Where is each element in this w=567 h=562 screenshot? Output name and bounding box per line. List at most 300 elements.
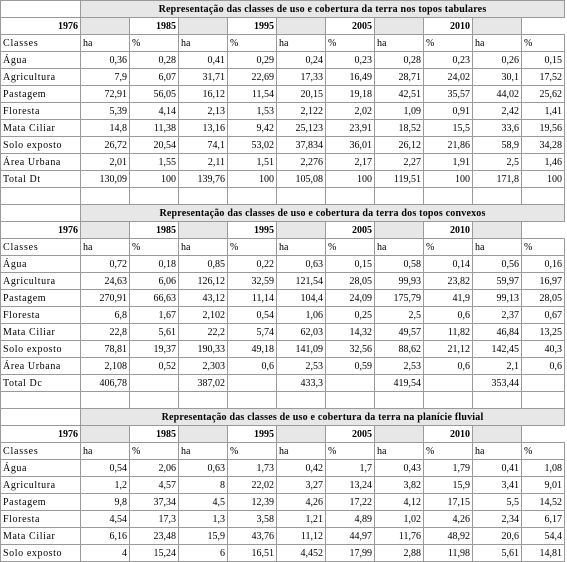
value-cell[interactable]: 0,23 [326, 52, 375, 69]
value-cell[interactable]: 0,91 [424, 103, 473, 120]
total-cell[interactable] [130, 375, 179, 392]
blank-cell[interactable] [277, 392, 326, 409]
value-cell[interactable]: 5,39 [81, 103, 130, 120]
class-label[interactable]: Floresta [1, 307, 81, 324]
ha-header[interactable]: ha [81, 239, 130, 256]
value-cell[interactable]: 2,5 [375, 307, 424, 324]
year-label[interactable]: 2010 [424, 222, 473, 239]
blank-cell[interactable] [130, 392, 179, 409]
value-cell[interactable]: 37,34 [130, 494, 179, 511]
value-cell[interactable]: 24,63 [81, 273, 130, 290]
blank-cell[interactable] [81, 426, 130, 443]
percent-header[interactable]: % [326, 35, 375, 52]
value-cell[interactable]: 0,67 [522, 307, 565, 324]
value-cell[interactable]: 0,6 [424, 307, 473, 324]
value-cell[interactable]: 24,02 [424, 69, 473, 86]
value-cell[interactable]: 6 [179, 545, 228, 562]
value-cell[interactable]: 2,27 [375, 154, 424, 171]
total-cell[interactable]: 419,54 [375, 375, 424, 392]
value-cell[interactable]: 19,18 [326, 86, 375, 103]
value-cell[interactable]: 7,9 [81, 69, 130, 86]
value-cell[interactable]: 26,12 [375, 137, 424, 154]
class-label[interactable]: Agricultura [1, 69, 81, 86]
blank-cell[interactable] [375, 392, 424, 409]
blank-cell[interactable] [473, 222, 522, 239]
value-cell[interactable]: 11,14 [228, 290, 277, 307]
percent-header[interactable]: % [228, 443, 277, 460]
blank-cell[interactable] [326, 188, 375, 205]
value-cell[interactable]: 1,91 [424, 154, 473, 171]
blank-cell[interactable] [375, 188, 424, 205]
ha-header[interactable]: ha [375, 443, 424, 460]
value-cell[interactable]: 0,22 [228, 256, 277, 273]
value-cell[interactable]: 4 [81, 545, 130, 562]
year-label[interactable]: 1976 [1, 18, 81, 35]
value-cell[interactable]: 99,93 [375, 273, 424, 290]
year-label[interactable]: 1976 [1, 426, 81, 443]
ha-header[interactable]: ha [179, 35, 228, 52]
percent-header[interactable]: % [522, 443, 565, 460]
blank-cell[interactable] [375, 426, 424, 443]
year-label[interactable]: 2005 [326, 426, 375, 443]
value-cell[interactable]: 11,82 [424, 324, 473, 341]
value-cell[interactable]: 17,3 [130, 511, 179, 528]
value-cell[interactable]: 4,12 [375, 494, 424, 511]
value-cell[interactable]: 4,26 [424, 511, 473, 528]
value-cell[interactable]: 3,58 [228, 511, 277, 528]
value-cell[interactable]: 2,34 [473, 511, 522, 528]
blank-cell[interactable] [1, 205, 81, 222]
blank-cell[interactable] [277, 188, 326, 205]
value-cell[interactable]: 44,97 [326, 528, 375, 545]
value-cell[interactable]: 11,38 [130, 120, 179, 137]
ha-header[interactable]: ha [473, 443, 522, 460]
value-cell[interactable]: 2,37 [473, 307, 522, 324]
value-cell[interactable]: 16,12 [179, 86, 228, 103]
value-cell[interactable]: 72,91 [81, 86, 130, 103]
blank-cell[interactable] [277, 222, 326, 239]
value-cell[interactable]: 25,123 [277, 120, 326, 137]
value-cell[interactable]: 14,52 [522, 494, 565, 511]
value-cell[interactable]: 0,63 [277, 256, 326, 273]
value-cell[interactable]: 0,6 [424, 358, 473, 375]
value-cell[interactable]: 0,54 [228, 307, 277, 324]
year-label[interactable]: 2005 [326, 222, 375, 239]
value-cell[interactable]: 1,46 [522, 154, 565, 171]
blank-cell[interactable] [130, 188, 179, 205]
value-cell[interactable]: 23,48 [130, 528, 179, 545]
year-label[interactable]: 2005 [326, 18, 375, 35]
value-cell[interactable]: 20,6 [473, 528, 522, 545]
value-cell[interactable]: 9,8 [81, 494, 130, 511]
value-cell[interactable]: 13,25 [522, 324, 565, 341]
value-cell[interactable]: 0,36 [81, 52, 130, 69]
blank-cell[interactable] [228, 188, 277, 205]
class-label[interactable]: Área Urbana [1, 154, 81, 171]
value-cell[interactable]: 14,8 [81, 120, 130, 137]
section-title[interactable]: Representação das classes de uso e cobertura da terra dos topos convexos [81, 205, 565, 222]
blank-cell[interactable] [473, 18, 522, 35]
ha-header[interactable]: ha [81, 443, 130, 460]
total-cell[interactable] [424, 375, 473, 392]
blank-cell[interactable] [81, 392, 130, 409]
value-cell[interactable]: 22,2 [179, 324, 228, 341]
value-cell[interactable]: 5,5 [473, 494, 522, 511]
total-cell[interactable]: 119,51 [375, 171, 424, 188]
value-cell[interactable]: 8 [179, 477, 228, 494]
blank-cell[interactable] [179, 188, 228, 205]
blank-cell[interactable] [1, 1, 81, 18]
value-cell[interactable]: 142,45 [473, 341, 522, 358]
value-cell[interactable]: 6,17 [522, 511, 565, 528]
value-cell[interactable]: 3,41 [473, 477, 522, 494]
ha-header[interactable]: ha [277, 443, 326, 460]
blank-cell[interactable] [473, 188, 522, 205]
blank-cell[interactable] [277, 18, 326, 35]
value-cell[interactable]: 0,16 [522, 256, 565, 273]
value-cell[interactable]: 4,452 [277, 545, 326, 562]
value-cell[interactable]: 1,7 [326, 460, 375, 477]
class-label[interactable]: Agricultura [1, 477, 81, 494]
value-cell[interactable]: 1,73 [228, 460, 277, 477]
value-cell[interactable]: 0,23 [424, 52, 473, 69]
value-cell[interactable]: 0,54 [81, 460, 130, 477]
value-cell[interactable]: 0,29 [228, 52, 277, 69]
year-label[interactable]: 1995 [228, 18, 277, 35]
value-cell[interactable]: 121,54 [277, 273, 326, 290]
value-cell[interactable]: 6,16 [81, 528, 130, 545]
class-label[interactable]: Área Urbana [1, 358, 81, 375]
value-cell[interactable]: 28,05 [326, 273, 375, 290]
class-label[interactable]: Mata Ciliar [1, 120, 81, 137]
class-label[interactable]: Mata Ciliar [1, 528, 81, 545]
blank-cell[interactable] [473, 392, 522, 409]
value-cell[interactable]: 5,61 [130, 324, 179, 341]
blank-cell[interactable] [424, 188, 473, 205]
value-cell[interactable]: 0,25 [326, 307, 375, 324]
value-cell[interactable]: 14,81 [522, 545, 565, 562]
value-cell[interactable]: 41,9 [424, 290, 473, 307]
value-cell[interactable]: 17,99 [326, 545, 375, 562]
value-cell[interactable]: 24,09 [326, 290, 375, 307]
value-cell[interactable]: 11,12 [277, 528, 326, 545]
value-cell[interactable]: 49,57 [375, 324, 424, 341]
blank-cell[interactable] [228, 392, 277, 409]
value-cell[interactable]: 2,17 [326, 154, 375, 171]
percent-header[interactable]: % [228, 239, 277, 256]
value-cell[interactable]: 42,51 [375, 86, 424, 103]
class-label[interactable]: Agricultura [1, 273, 81, 290]
value-cell[interactable]: 270,91 [81, 290, 130, 307]
value-cell[interactable]: 62,03 [277, 324, 326, 341]
total-cell[interactable] [522, 375, 565, 392]
value-cell[interactable]: 36,01 [326, 137, 375, 154]
value-cell[interactable]: 1,51 [228, 154, 277, 171]
total-cell[interactable]: 387,02 [179, 375, 228, 392]
class-label[interactable]: Solo exposto [1, 341, 81, 358]
value-cell[interactable]: 2,276 [277, 154, 326, 171]
value-cell[interactable]: 74,1 [179, 137, 228, 154]
value-cell[interactable]: 0,6 [228, 358, 277, 375]
value-cell[interactable]: 0,26 [473, 52, 522, 69]
value-cell[interactable]: 104,4 [277, 290, 326, 307]
value-cell[interactable]: 2,88 [375, 545, 424, 562]
ha-header[interactable]: ha [81, 35, 130, 52]
class-label[interactable]: Pastagem [1, 290, 81, 307]
value-cell[interactable]: 0,42 [277, 460, 326, 477]
value-cell[interactable]: 6,8 [81, 307, 130, 324]
value-cell[interactable]: 31,71 [179, 69, 228, 86]
blank-cell[interactable] [179, 392, 228, 409]
value-cell[interactable]: 66,63 [130, 290, 179, 307]
value-cell[interactable]: 2,11 [179, 154, 228, 171]
value-cell[interactable]: 9,42 [228, 120, 277, 137]
value-cell[interactable]: 1,53 [228, 103, 277, 120]
value-cell[interactable]: 13,24 [326, 477, 375, 494]
value-cell[interactable]: 17,15 [424, 494, 473, 511]
value-cell[interactable]: 4,26 [277, 494, 326, 511]
class-label[interactable]: Água [1, 256, 81, 273]
section-title[interactable]: Representação das classes de uso e cobertura da terra na planície fluvial [81, 409, 565, 426]
percent-header[interactable]: % [326, 239, 375, 256]
value-cell[interactable]: 28,71 [375, 69, 424, 86]
value-cell[interactable]: 2,5 [473, 154, 522, 171]
total-cell[interactable]: 100 [424, 171, 473, 188]
value-cell[interactable]: 4,89 [326, 511, 375, 528]
value-cell[interactable]: 1,3 [179, 511, 228, 528]
class-label[interactable]: Água [1, 52, 81, 69]
percent-header[interactable]: % [522, 239, 565, 256]
class-label[interactable]: Pastagem [1, 494, 81, 511]
value-cell[interactable]: 1,21 [277, 511, 326, 528]
value-cell[interactable]: 0,18 [130, 256, 179, 273]
blank-cell[interactable] [522, 188, 565, 205]
value-cell[interactable]: 3,82 [375, 477, 424, 494]
value-cell[interactable]: 141,09 [277, 341, 326, 358]
value-cell[interactable]: 1,09 [375, 103, 424, 120]
value-cell[interactable]: 5,74 [228, 324, 277, 341]
blank-cell[interactable] [522, 392, 565, 409]
value-cell[interactable]: 3,27 [277, 477, 326, 494]
value-cell[interactable]: 0,6 [522, 358, 565, 375]
value-cell[interactable]: 9,01 [522, 477, 565, 494]
year-label[interactable]: 1995 [228, 426, 277, 443]
ha-header[interactable]: ha [473, 239, 522, 256]
value-cell[interactable]: 28,05 [522, 290, 565, 307]
value-cell[interactable]: 32,56 [326, 341, 375, 358]
blank-cell[interactable] [179, 426, 228, 443]
value-cell[interactable]: 16,51 [228, 545, 277, 562]
blank-cell[interactable] [326, 392, 375, 409]
value-cell[interactable]: 4,5 [179, 494, 228, 511]
value-cell[interactable]: 25,62 [522, 86, 565, 103]
value-cell[interactable]: 22,69 [228, 69, 277, 86]
class-label[interactable]: Pastagem [1, 86, 81, 103]
value-cell[interactable]: 0,14 [424, 256, 473, 273]
total-cell[interactable]: 100 [326, 171, 375, 188]
value-cell[interactable]: 48,92 [424, 528, 473, 545]
value-cell[interactable]: 49,18 [228, 341, 277, 358]
year-label[interactable]: 2010 [424, 18, 473, 35]
total-cell[interactable]: 130,09 [81, 171, 130, 188]
percent-header[interactable]: % [424, 35, 473, 52]
total-cell[interactable]: 353,44 [473, 375, 522, 392]
blank-cell[interactable] [375, 222, 424, 239]
value-cell[interactable]: 18,52 [375, 120, 424, 137]
value-cell[interactable]: 4,54 [81, 511, 130, 528]
percent-header[interactable]: % [424, 443, 473, 460]
percent-header[interactable]: % [130, 239, 179, 256]
value-cell[interactable]: 4,14 [130, 103, 179, 120]
value-cell[interactable]: 1,41 [522, 103, 565, 120]
value-cell[interactable]: 2,02 [326, 103, 375, 120]
value-cell[interactable]: 1,02 [375, 511, 424, 528]
value-cell[interactable]: 78,81 [81, 341, 130, 358]
percent-header[interactable]: % [130, 443, 179, 460]
section-title[interactable]: Representação das classes de uso e cobertura da terra nos topos tabulares [81, 1, 565, 18]
value-cell[interactable]: 1,67 [130, 307, 179, 324]
value-cell[interactable]: 11,98 [424, 545, 473, 562]
value-cell[interactable]: 0,24 [277, 52, 326, 69]
total-cell[interactable] [228, 375, 277, 392]
percent-header[interactable]: % [130, 35, 179, 52]
value-cell[interactable]: 58,9 [473, 137, 522, 154]
value-cell[interactable]: 1,55 [130, 154, 179, 171]
value-cell[interactable]: 0,43 [375, 460, 424, 477]
class-label[interactable]: Floresta [1, 103, 81, 120]
value-cell[interactable]: 11,54 [228, 86, 277, 103]
value-cell[interactable]: 13,16 [179, 120, 228, 137]
value-cell[interactable]: 12,39 [228, 494, 277, 511]
total-cell[interactable]: 171,8 [473, 171, 522, 188]
value-cell[interactable]: 22,8 [81, 324, 130, 341]
total-cell[interactable] [326, 375, 375, 392]
blank-cell[interactable] [179, 222, 228, 239]
value-cell[interactable]: 0,63 [179, 460, 228, 477]
ha-header[interactable]: ha [375, 239, 424, 256]
value-cell[interactable]: 14,32 [326, 324, 375, 341]
total-cell[interactable]: 406,78 [81, 375, 130, 392]
class-label[interactable]: Solo exposto [1, 545, 81, 562]
value-cell[interactable]: 22,02 [228, 477, 277, 494]
value-cell[interactable]: 16,97 [522, 273, 565, 290]
value-cell[interactable]: 15,9 [424, 477, 473, 494]
value-cell[interactable]: 2,53 [277, 358, 326, 375]
value-cell[interactable]: 1,2 [81, 477, 130, 494]
blank-cell[interactable] [179, 18, 228, 35]
value-cell[interactable]: 32,59 [228, 273, 277, 290]
ha-header[interactable]: ha [375, 35, 424, 52]
value-cell[interactable]: 0,41 [179, 52, 228, 69]
blank-cell[interactable] [1, 392, 81, 409]
value-cell[interactable]: 126,12 [179, 273, 228, 290]
value-cell[interactable]: 0,58 [375, 256, 424, 273]
value-cell[interactable]: 20,15 [277, 86, 326, 103]
value-cell[interactable]: 17,33 [277, 69, 326, 86]
value-cell[interactable]: 21,86 [424, 137, 473, 154]
ha-header[interactable]: ha [277, 239, 326, 256]
value-cell[interactable]: 44,02 [473, 86, 522, 103]
value-cell[interactable]: 59,97 [473, 273, 522, 290]
value-cell[interactable]: 15,5 [424, 120, 473, 137]
percent-header[interactable]: % [326, 443, 375, 460]
class-label[interactable]: Água [1, 460, 81, 477]
value-cell[interactable]: 17,52 [522, 69, 565, 86]
total-cell[interactable]: 100 [130, 171, 179, 188]
classes-header[interactable]: Classes [1, 35, 81, 52]
value-cell[interactable]: 6,06 [130, 273, 179, 290]
year-label[interactable]: 1985 [130, 426, 179, 443]
value-cell[interactable]: 2,06 [130, 460, 179, 477]
value-cell[interactable]: 190,33 [179, 341, 228, 358]
value-cell[interactable]: 1,08 [522, 460, 565, 477]
ha-header[interactable]: ha [277, 35, 326, 52]
value-cell[interactable]: 2,42 [473, 103, 522, 120]
total-cell[interactable]: 100 [228, 171, 277, 188]
percent-header[interactable]: % [522, 35, 565, 52]
year-label[interactable]: 1985 [130, 222, 179, 239]
total-cell[interactable]: 433,3 [277, 375, 326, 392]
value-cell[interactable]: 99,13 [473, 290, 522, 307]
ha-header[interactable]: ha [473, 35, 522, 52]
value-cell[interactable]: 34,28 [522, 137, 565, 154]
blank-cell[interactable] [1, 409, 81, 426]
classes-header[interactable]: Classes [1, 443, 81, 460]
value-cell[interactable]: 23,82 [424, 273, 473, 290]
percent-header[interactable]: % [228, 35, 277, 52]
blank-cell[interactable] [424, 392, 473, 409]
value-cell[interactable]: 0,28 [130, 52, 179, 69]
value-cell[interactable]: 0,52 [130, 358, 179, 375]
value-cell[interactable]: 54,4 [522, 528, 565, 545]
value-cell[interactable]: 15,24 [130, 545, 179, 562]
value-cell[interactable]: 2,108 [81, 358, 130, 375]
value-cell[interactable]: 88,62 [375, 341, 424, 358]
value-cell[interactable]: 16,49 [326, 69, 375, 86]
value-cell[interactable]: 15,9 [179, 528, 228, 545]
value-cell[interactable]: 0,56 [473, 256, 522, 273]
value-cell[interactable]: 2,122 [277, 103, 326, 120]
value-cell[interactable]: 37,834 [277, 137, 326, 154]
value-cell[interactable]: 40,3 [522, 341, 565, 358]
value-cell[interactable]: 2,01 [81, 154, 130, 171]
value-cell[interactable]: 53,02 [228, 137, 277, 154]
value-cell[interactable]: 0,85 [179, 256, 228, 273]
class-label[interactable]: Mata Ciliar [1, 324, 81, 341]
value-cell[interactable]: 175,79 [375, 290, 424, 307]
value-cell[interactable]: 1,79 [424, 460, 473, 477]
value-cell[interactable]: 19,56 [522, 120, 565, 137]
blank-cell[interactable] [81, 188, 130, 205]
value-cell[interactable]: 0,15 [326, 256, 375, 273]
value-cell[interactable]: 17,22 [326, 494, 375, 511]
value-cell[interactable]: 2,1 [473, 358, 522, 375]
value-cell[interactable]: 1,06 [277, 307, 326, 324]
value-cell[interactable]: 2,102 [179, 307, 228, 324]
value-cell[interactable]: 30,1 [473, 69, 522, 86]
value-cell[interactable]: 2,13 [179, 103, 228, 120]
value-cell[interactable]: 19,37 [130, 341, 179, 358]
value-cell[interactable]: 0,59 [326, 358, 375, 375]
value-cell[interactable]: 2,53 [375, 358, 424, 375]
blank-cell[interactable] [1, 188, 81, 205]
year-label[interactable]: 1995 [228, 222, 277, 239]
value-cell[interactable]: 6,07 [130, 69, 179, 86]
value-cell[interactable]: 5,61 [473, 545, 522, 562]
value-cell[interactable]: 46,84 [473, 324, 522, 341]
total-cell[interactable]: 100 [522, 171, 565, 188]
year-label[interactable]: 1985 [130, 18, 179, 35]
